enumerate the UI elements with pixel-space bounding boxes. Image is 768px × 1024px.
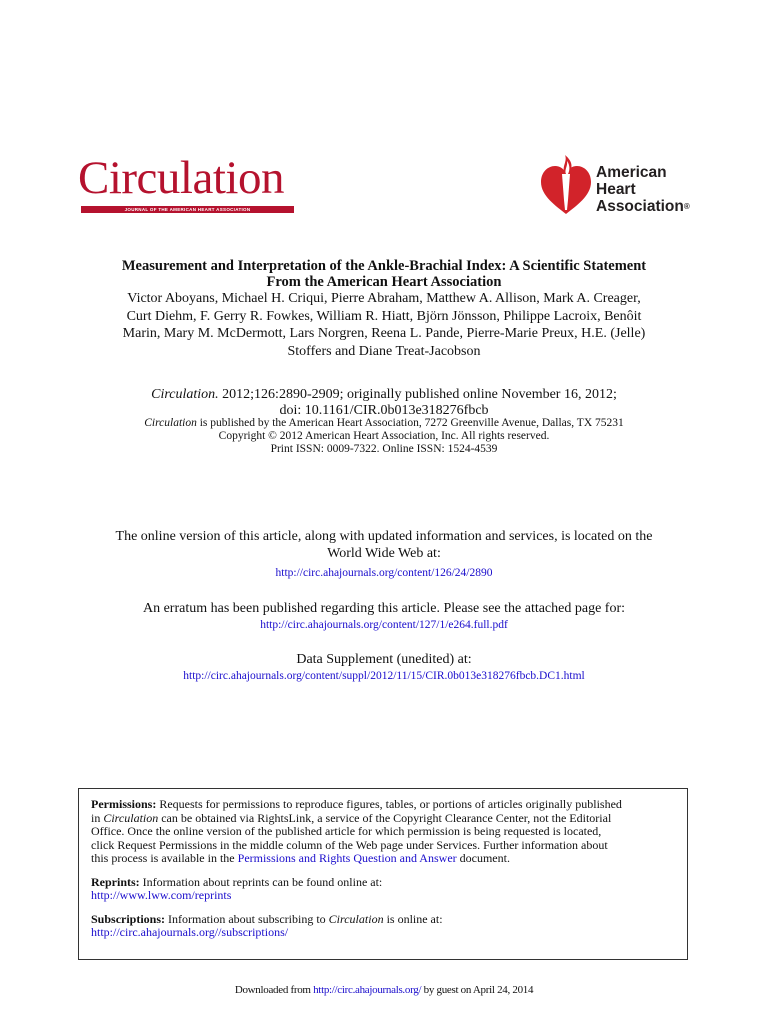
reprints-link[interactable]: http://www.lww.com/reprints <box>91 888 232 902</box>
aha-logo <box>538 152 698 218</box>
permissions-qa-link[interactable]: Permissions and Rights Question and Answer <box>237 851 457 865</box>
issn-line: Print ISSN: 0009-7322. Online ISSN: 1524-4539 <box>270 443 498 455</box>
journal-name: Circulation <box>78 152 284 204</box>
download-footer: Downloaded from http://circ.ahajournals.org/ by guest on April 24, 2014 <box>234 984 534 996</box>
footer-link[interactable]: http://circ.ahajournals.org/ <box>313 984 422 996</box>
article-url-link[interactable]: http://circ.ahajournals.org/content/126/24/2890 <box>275 567 493 579</box>
permissions-box <box>78 788 688 960</box>
heart-torch-icon <box>538 152 594 218</box>
article-title: Measurement and Interpretation of the Ankle-Brachial Index: A Scientific Statement From the American Heart Association <box>121 258 647 290</box>
copyright-line: Copyright © 2012 American Heart Association, Inc. All rights reserved. <box>218 430 550 442</box>
erratum-section: An erratum has been published regarding this article. Please see the attached page for: http://circ.ahajournals.org/content/127/1/e264.full.pdf <box>0 601 768 632</box>
aha-wordmark <box>596 164 690 215</box>
journal-tagline: JOURNAL OF THE AMERICAN HEART ASSOCIATION <box>81 206 294 213</box>
subscriptions-paragraph: Subscriptions: Information about subscribing to Circulation is online at: http://circ.ahajournals.org//subscriptions/ <box>91 911 443 939</box>
doi: doi: 10.1161/CIR.0b013e318276fbcb <box>279 403 489 418</box>
supplement-link[interactable]: http://circ.ahajournals.org/content/suppl/2012/11/15/CIR.0b013e318276fbcb.DC1.html <box>183 669 585 682</box>
supplement-section: Data Supplement (unedited) at: http://circ.ahajournals.org/content/suppl/2012/11/15/CIR.0b013e318276fbcb.DC1.html <box>0 652 768 683</box>
publication-info <box>0 417 768 456</box>
reprints-paragraph: Reprints: Information about reprints can be found online at: http://www.lww.com/reprints <box>91 874 383 902</box>
citation-line: Circulation. 2012;126:2890-2909; originally published online November 16, 2012; <box>151 387 617 402</box>
citation-block <box>0 387 768 419</box>
aha-line-1: American <box>596 164 667 181</box>
online-version-section: The online version of this article, along with updated information and services, is located on the World Wide Web at: http://circ.ahajournals.org/content/126/24/2890 <box>0 529 768 580</box>
aha-line-3: Association® <box>596 198 690 215</box>
permissions-paragraph: Permissions: Requests for permissions to reproduce figures, tables, or portions of articles originally published in Circulation can be obtained via RightsLink, a service of the Copyright Clearance Center, not the Editorial Office. Once the online version of the published article for which permission is being requested is located, click Request Permissions in the middle column of the Web page under Services. Further information about this process is available in the Permissions and Rights Question and Answer document. <box>91 797 622 865</box>
erratum-link[interactable]: http://circ.ahajournals.org/content/127/1/e264.full.pdf <box>260 618 508 631</box>
subscriptions-link[interactable]: http://circ.ahajournals.org//subscriptions/ <box>91 925 289 939</box>
publisher-line: Circulation is published by the American Heart Association, 7272 Greenville Avenue, Dallas, TX 75231 <box>144 417 624 429</box>
article-authors: Victor Aboyans, Michael H. Criqui, Pierre Abraham, Matthew A. Allison, Mark A. Creager, Curt Diehm, F. Gerry R. Fowkes, William R. Hiatt, Björn Jönsson, Philippe Lacroix, Benôit Marin, Mary M. McDermott, Lars Norgren, Reena L. Pande, Pierre-Marie Preux, H.E. (Jelle) Stoffers and Diane Treat-Jacobson <box>122 291 646 359</box>
aha-line-2: Heart <box>596 181 636 198</box>
journal-logo <box>78 150 298 214</box>
